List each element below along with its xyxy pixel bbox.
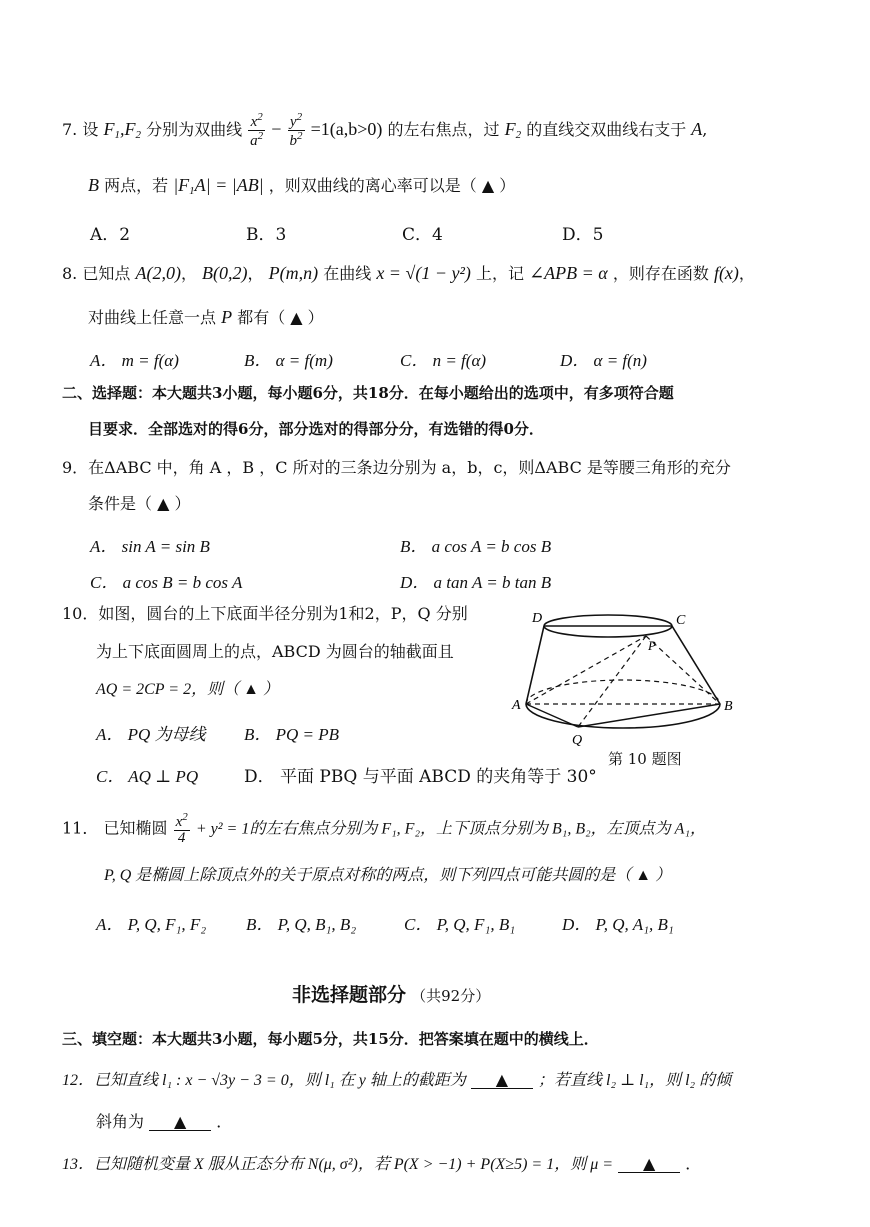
q8-option-c: C． n = f(α)	[400, 351, 487, 370]
q11-option-a: A． P, Q, F₁, F₂	[96, 915, 207, 934]
q12-line2	[96, 1114, 232, 1131]
q11-text-b: + y² = 1的左右焦点分别为 F₁, F₂，上下顶点分别为 B₁, B₂，左顶点为 A₁，	[195, 820, 707, 838]
q8-line2-a: 对曲线上任意一点	[88, 308, 217, 327]
q7-number: 7.	[62, 120, 78, 139]
bottom-ellipse-back	[526, 680, 720, 704]
section2-title: 二、选择题：本大题共3小题，每小题6分，共18分．在每小题给出的选项中，有多项符合题	[62, 384, 674, 402]
q7-line2-a: 两点，若	[104, 176, 169, 195]
q7-option-b: B．3	[246, 225, 287, 245]
q8-text-a: 已知点	[82, 264, 131, 283]
bottom-ellipse-front	[526, 704, 720, 728]
q8-option-b: B． α = f(m)	[244, 351, 333, 370]
q12-blank-1: ▲	[471, 1072, 533, 1089]
frustum-figure	[508, 608, 740, 766]
q8-text-b: 在曲线	[323, 264, 372, 283]
q10-option-b: B． PQ = PB	[244, 725, 340, 744]
q8-line1: 8. 已知点 A(2,0)， B(0,2)， P(m,n) 在曲线 x = √(1 − y²) 上，记 ∠APB = α ，则存在函数 f(x)，	[62, 263, 755, 283]
q7-text-d: 的直线交双曲线右支于	[526, 120, 687, 139]
q8-line2	[88, 308, 324, 326]
q10-line2: 为上下底面圆周上的点，ABCD 为圆台的轴截面且	[96, 642, 454, 661]
q11-line2: P, Q 是椭圆上除顶点外的关于原点对称的两点，则下列四点可能共圆的是（ ▲ ）	[104, 867, 672, 884]
q7-foci: $F_1,F_2$	[103, 119, 141, 141]
q11-line1	[62, 812, 706, 846]
q11-option-b: B． P, Q, B₁, B₂	[246, 915, 357, 934]
q12-blank-2: ▲	[149, 1114, 211, 1131]
q12-line2-a: 斜角为	[96, 1112, 145, 1131]
q7-option-d: D．5	[562, 225, 604, 245]
q10-option-a: A． PQ 为母线	[96, 725, 206, 744]
q9-option-b: B． a cos A = b cos B	[400, 537, 552, 556]
q12-text-a: 12．已知直线 l₁ : x − √3y − 3 = 0，则 l₁ 在 y 轴上的截距为	[62, 1072, 466, 1089]
label-p: P	[648, 638, 656, 653]
part2-title	[292, 986, 490, 1005]
q7-line2	[88, 176, 515, 197]
q7-text-a: 设	[82, 120, 99, 139]
q9-option-c: C． a cos B = b cos A	[90, 573, 243, 592]
q8-text-d: ，则存在函数	[612, 264, 709, 283]
q8-point-b: B(0,2)	[202, 263, 248, 283]
q13-end: ．	[685, 1154, 702, 1173]
q8-text-c: 上，记	[475, 264, 524, 283]
q7-point-b: B	[88, 175, 99, 195]
label-c: C	[676, 613, 686, 628]
q9-option-a: A． sin A = sin B	[90, 537, 210, 556]
q8-number: 8.	[62, 264, 78, 283]
label-b: B	[724, 699, 733, 714]
side-bc	[672, 626, 720, 704]
q10-option-c: C． AQ ⊥ PQ	[96, 767, 199, 786]
segment-qb	[578, 704, 720, 727]
q13-line1	[62, 1156, 701, 1173]
segment-pb	[646, 636, 720, 704]
q7-line1: 7. 设 $F_1,F_2$ 分别为双曲线 $\frac{x^2}{a^2}$ − $\frac{y^2}{b^2}$ =1(a,b>0) 的左右焦点，过 $F_2$ 的直线交双曲线右支于 A,	[62, 111, 708, 149]
q9-line1: 9．在ΔABC 中，角 A ，B ，C 所对的三条边分别为 a，b，c，则ΔABC 是等腰三角形的充分	[62, 458, 731, 477]
q10-option-d: D． 平面 PBQ 与平面 ABCD 的夹角等于 30°	[244, 767, 597, 787]
segment-pq	[578, 636, 646, 727]
q7-eq-rhs: =1(a,b>0)	[310, 119, 383, 139]
q7-text-c: 的左右焦点，过	[387, 120, 500, 139]
label-d: D	[532, 611, 543, 626]
figure-caption: 第 10 题图	[608, 750, 682, 768]
q13-blank: ▲	[618, 1156, 680, 1173]
q8-function: f(x)	[713, 263, 739, 283]
side-ad	[526, 626, 544, 704]
label-q: Q	[572, 733, 583, 748]
section2-title-cont: 目要求．全部选对的得6分，部分选对的得部分分，有选错的得0分．	[88, 420, 544, 438]
q8-point-p: P(m,n)	[268, 263, 319, 283]
q7-f2: $F_2$	[504, 119, 522, 141]
q11-number: 11．	[62, 818, 99, 838]
q7-point-a: A	[691, 119, 703, 139]
q12-line1	[62, 1072, 731, 1089]
q12-line2-b: ．	[216, 1112, 233, 1131]
section3-title: 三、填空题：本大题共3小题，每小题5分，共15分．把答案填在题中的横线上．	[62, 1030, 599, 1048]
q11-option-c: C． P, Q, F₁, B₁	[404, 915, 516, 934]
q8-line2-b: 都有（ ▲ ）	[237, 308, 324, 327]
q12-text-b: ；若直线 l₂ ⊥ l₁，则 l₂ 的倾	[538, 1072, 732, 1089]
q7-frac-y: $\frac{y^2}{b^2}$	[289, 111, 303, 149]
q7-line2-b: ，则双曲线的离心率可以是（ ▲ ）	[268, 176, 516, 195]
q10-line1: 10．如图，圆台的上下底面半径分别为1和2，P，Q 分别	[62, 604, 468, 623]
q7-frac-x: $\frac{x^2}{a^2}$	[250, 111, 264, 149]
q9-line2: 条件是（ ▲ ）	[88, 494, 191, 513]
q9-option-d: D． a tan A = b tan B	[400, 573, 552, 592]
q10-line3: AQ = 2CP = 2，则（ ▲ ）	[96, 681, 279, 698]
q7-option-a: A．2	[90, 225, 131, 245]
q8-curve: x = √(1 − y²)	[376, 263, 471, 283]
q7-option-c: C．4	[402, 225, 443, 245]
q7-text-b: 分别为双曲线	[146, 120, 243, 139]
q11-option-d: D． P, Q, A₁, B₁	[562, 915, 674, 934]
segment-ap	[526, 636, 646, 704]
q8-angle: ∠APB = α	[529, 263, 608, 283]
q8-option-a: A． m = f(α)	[90, 351, 179, 370]
part2-title-text: 非选择题部分	[292, 984, 407, 1006]
segment-aq	[526, 704, 578, 727]
q8-line2-p: P	[221, 307, 233, 327]
q8-point-a: A(2,0)	[135, 263, 181, 283]
q11-text-a: 已知椭圆	[103, 818, 168, 838]
label-a: A	[512, 698, 521, 713]
q11-frac: $\frac{x^2}{4}$	[175, 811, 188, 846]
q13-text-a: 13．已知随机变量 X 服从正态分布 N(μ, σ²)，若 P(X > −1) + P(X≥5) = 1，则 μ =	[62, 1156, 614, 1173]
part2-score: （共92分）	[411, 987, 491, 1005]
q8-option-d: D． α = f(n)	[560, 351, 647, 370]
q7-condition: $|F_1A| = |AB|$	[173, 175, 264, 197]
